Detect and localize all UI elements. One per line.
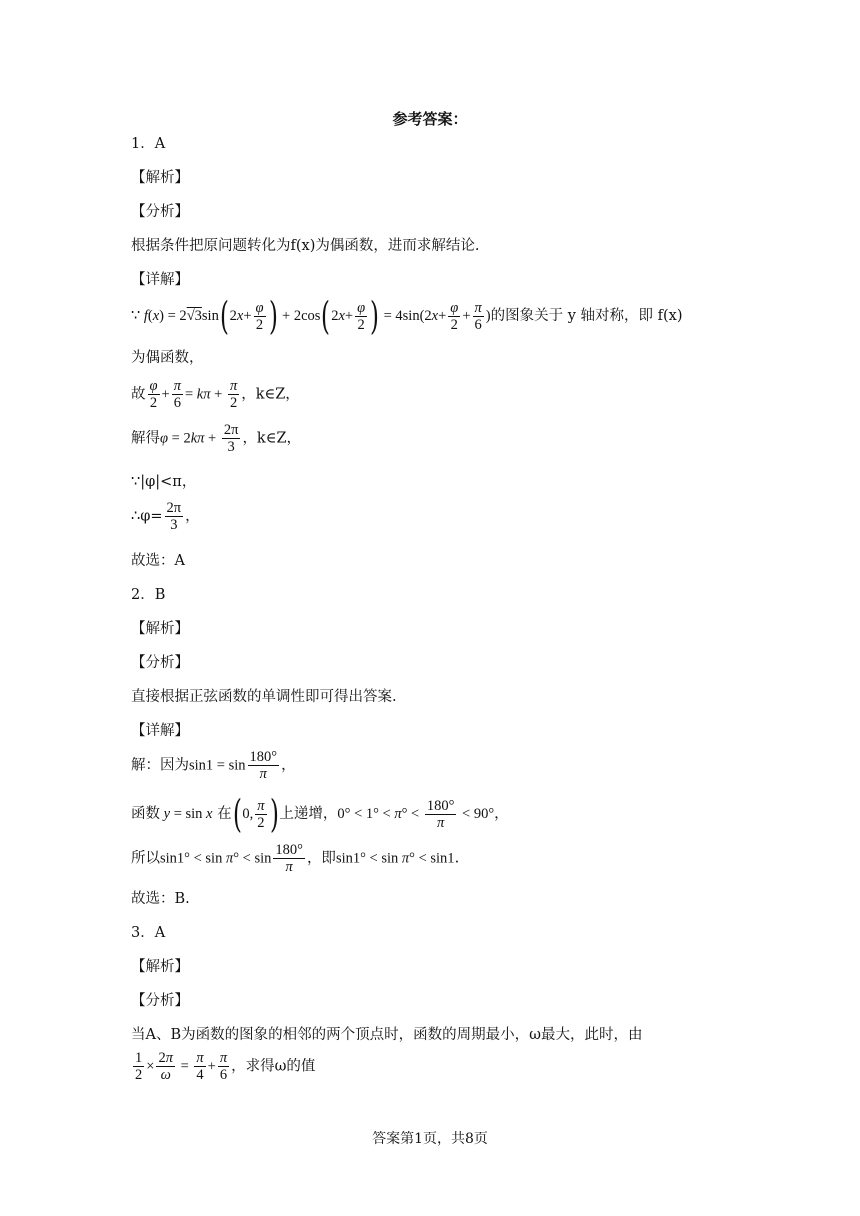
q2-line-2: 函数 y = sin x 在(0, $\frac{\pi}{2}$ )上递增，0° < 1° < π° < $\frac{180^\circ}{\pi}$ < 90°， [131, 792, 509, 836]
q1-analysis: 根据条件把原问题转化为f(x)为偶函数，进而求解结论. [131, 238, 480, 254]
q1-abs-condition: ∵|φ|<π， [131, 474, 197, 490]
q1-equation-1: 故 $\frac{\varphi}{2}$ + $\frac{\pi}{6}$ = kπ + $\frac{\pi}{2}$ ，k∈Z， [131, 378, 300, 411]
q3-formula-line: $\frac{1}{2}$ × $\frac{2\pi}{\omega}$ = $\frac{\pi}{4}$ + $\frac{\pi}{6}$ ，求得ω的值 [135, 1050, 316, 1083]
q1-xiangjie-tag: 【详解】 [131, 272, 189, 288]
q2-line-3: 所以sin1° < sin π° < sin $\frac{180^\circ}{\pi}$ ，即sin1° < sin π° < sin1. [131, 842, 460, 875]
q1-k-condition-2: ，k∈Z， [242, 430, 302, 447]
page-footer: 答案第1页，共8页 [372, 1131, 488, 1147]
q3-jiexi-tag: 【解析】 [131, 959, 189, 975]
page-title: 参考答案： [392, 110, 468, 128]
q2-line-1: 解：因为sin1 = sin $\frac{180^\circ}{\pi}$ ， [131, 749, 296, 782]
q1-jiexi-tag: 【解析】 [131, 170, 189, 186]
q1-equation-2: 解得φ = 2kπ + $\frac{2\pi}{3}$ ，k∈Z， [131, 422, 302, 455]
q3-analysis-end: ，求得ω的值 [231, 1058, 316, 1075]
q2-jiexi-tag: 【解析】 [131, 621, 189, 637]
q3-number: 3．A [131, 925, 166, 941]
q1-k-condition: ，k∈Z， [241, 386, 300, 403]
q1-formula-line: ∵ f(x) = 2√3sin(2x+ $\frac{\varphi}{2}$ ) + 2cos(2x+ $\frac{\varphi}{2}$ ) = 4sin(2x+ $\frac{\varphi}{2}$ + $\frac{\pi}{6}$ )的图象关于 y 轴对称，即 f(x) [131, 294, 683, 338]
q2-xiangjie-tag: 【详解】 [131, 723, 189, 739]
q2-analysis: 直接根据正弦函数的单调性即可得出答案. [131, 689, 397, 705]
q1-fenxi-tag: 【分析】 [131, 204, 189, 220]
q2-answer: 故选：B. [131, 891, 190, 907]
q1-even-function: 为偶函数， [131, 350, 204, 366]
q2-fenxi-tag: 【分析】 [131, 655, 189, 671]
q1-symmetry-text: 的图象关于 y 轴对称，即 f(x) [490, 308, 683, 324]
q3-analysis: 当A、B为函数的图象的相邻的两个顶点时，函数的周期最小，ω最大，此时，由 [131, 1027, 643, 1043]
q3-fenxi-tag: 【分析】 [131, 993, 189, 1009]
q1-number: 1．A [131, 136, 166, 152]
q1-conclusion: ∴φ= $\frac{2\pi}{3}$ ， [131, 500, 200, 533]
q1-answer: 故选：A [131, 553, 185, 569]
q1-conclude-prefix: ∴φ= [131, 508, 163, 525]
q2-number: 2．B [131, 587, 166, 603]
q1-solve-prefix: 解得 [131, 430, 160, 447]
